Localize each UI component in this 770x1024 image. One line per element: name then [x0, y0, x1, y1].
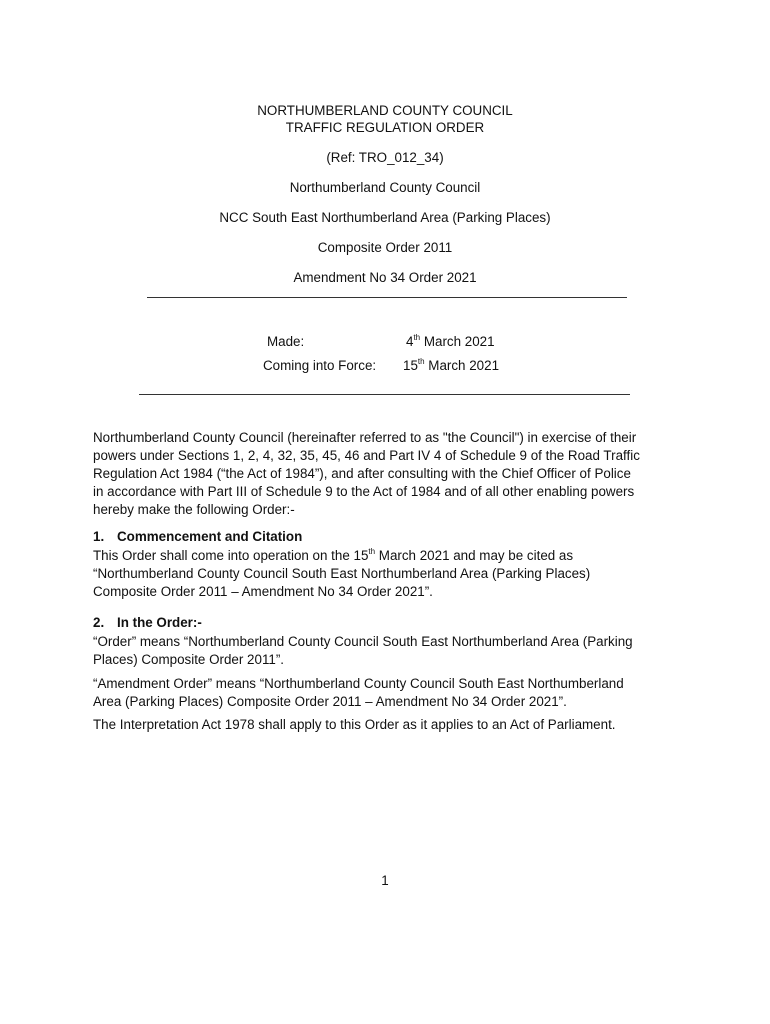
page-number: 1 [381, 873, 389, 888]
order-definition-line: “Order” means “Northumberland County Council South East Northumberland Area (Parking [93, 634, 633, 649]
amendment-title: Amendment No 34 Order 2021 [293, 270, 477, 285]
section-1-number: 1. [93, 529, 105, 544]
intro-line: powers under Sections 1, 2, 4, 32, 35, 45, 46 and Part IV 4 of Schedule 9 of the Road Traffic [93, 448, 640, 463]
composite-order-title: Composite Order 2011 [317, 240, 453, 255]
order-area-title: NCC South East Northumberland Area (Parking Places) [219, 210, 551, 225]
bottom-divider [139, 394, 630, 395]
intro-paragraph [93, 429, 683, 519]
intro-line: Northumberland County Council (hereinafter referred to as "the Council") in exercise of their [93, 430, 637, 445]
made-label: Made: [267, 334, 305, 349]
amendment-order-definition [93, 675, 683, 711]
council-name: Northumberland County Council [289, 180, 481, 195]
top-divider [147, 297, 627, 298]
section-1-line: “Northumberland County Council South East Northumberland Area (Parking Places) [93, 566, 591, 581]
section-2-number: 2. [93, 615, 105, 630]
coming-into-force-date: 15th March 2021 [403, 356, 500, 373]
order-definition-line: Places) Composite Order 2011”. [93, 652, 285, 667]
amendment-definition-line: “Amendment Order” means “Northumberland County Council South East Northumberland [93, 676, 624, 691]
section-1-title: Commencement and Citation [117, 529, 303, 544]
intro-line: Regulation Act 1984 (“the Act of 1984”), and after consulting with the Chief Officer of Police [93, 466, 631, 481]
section-1-line: This Order shall come into operation on the 15th March 2021 and may be cited as [93, 546, 574, 563]
section-2-title: In the Order:- [117, 615, 202, 630]
intro-line: in accordance with Part III of Schedule 9 to the Act of 1984 and of all other enabling powers [93, 484, 635, 499]
order-definition [93, 633, 683, 669]
made-date: 4th March 2021 [406, 332, 495, 349]
council-title: NORTHUMBERLAND COUNTY COUNCIL [257, 103, 513, 118]
section-1-body [93, 547, 683, 601]
section-1-heading [93, 528, 302, 545]
interpretation-line: The Interpretation Act 1978 shall apply to this Order as it applies to an Act of Parliament. [93, 717, 616, 732]
order-reference: (Ref: TRO_012_34) [326, 150, 444, 165]
coming-into-force-label: Coming into Force: [263, 358, 377, 373]
order-type-title: TRAFFIC REGULATION ORDER [285, 120, 485, 135]
interpretation-statement [93, 716, 683, 734]
section-1-line: Composite Order 2011 – Amendment No 34 Order 2021”. [93, 584, 433, 599]
amendment-definition-line: Area (Parking Places) Composite Order 2011 – Amendment No 34 Order 2021”. [93, 694, 567, 709]
intro-line: hereby make the following Order:- [93, 502, 295, 517]
section-2-heading [93, 614, 202, 631]
